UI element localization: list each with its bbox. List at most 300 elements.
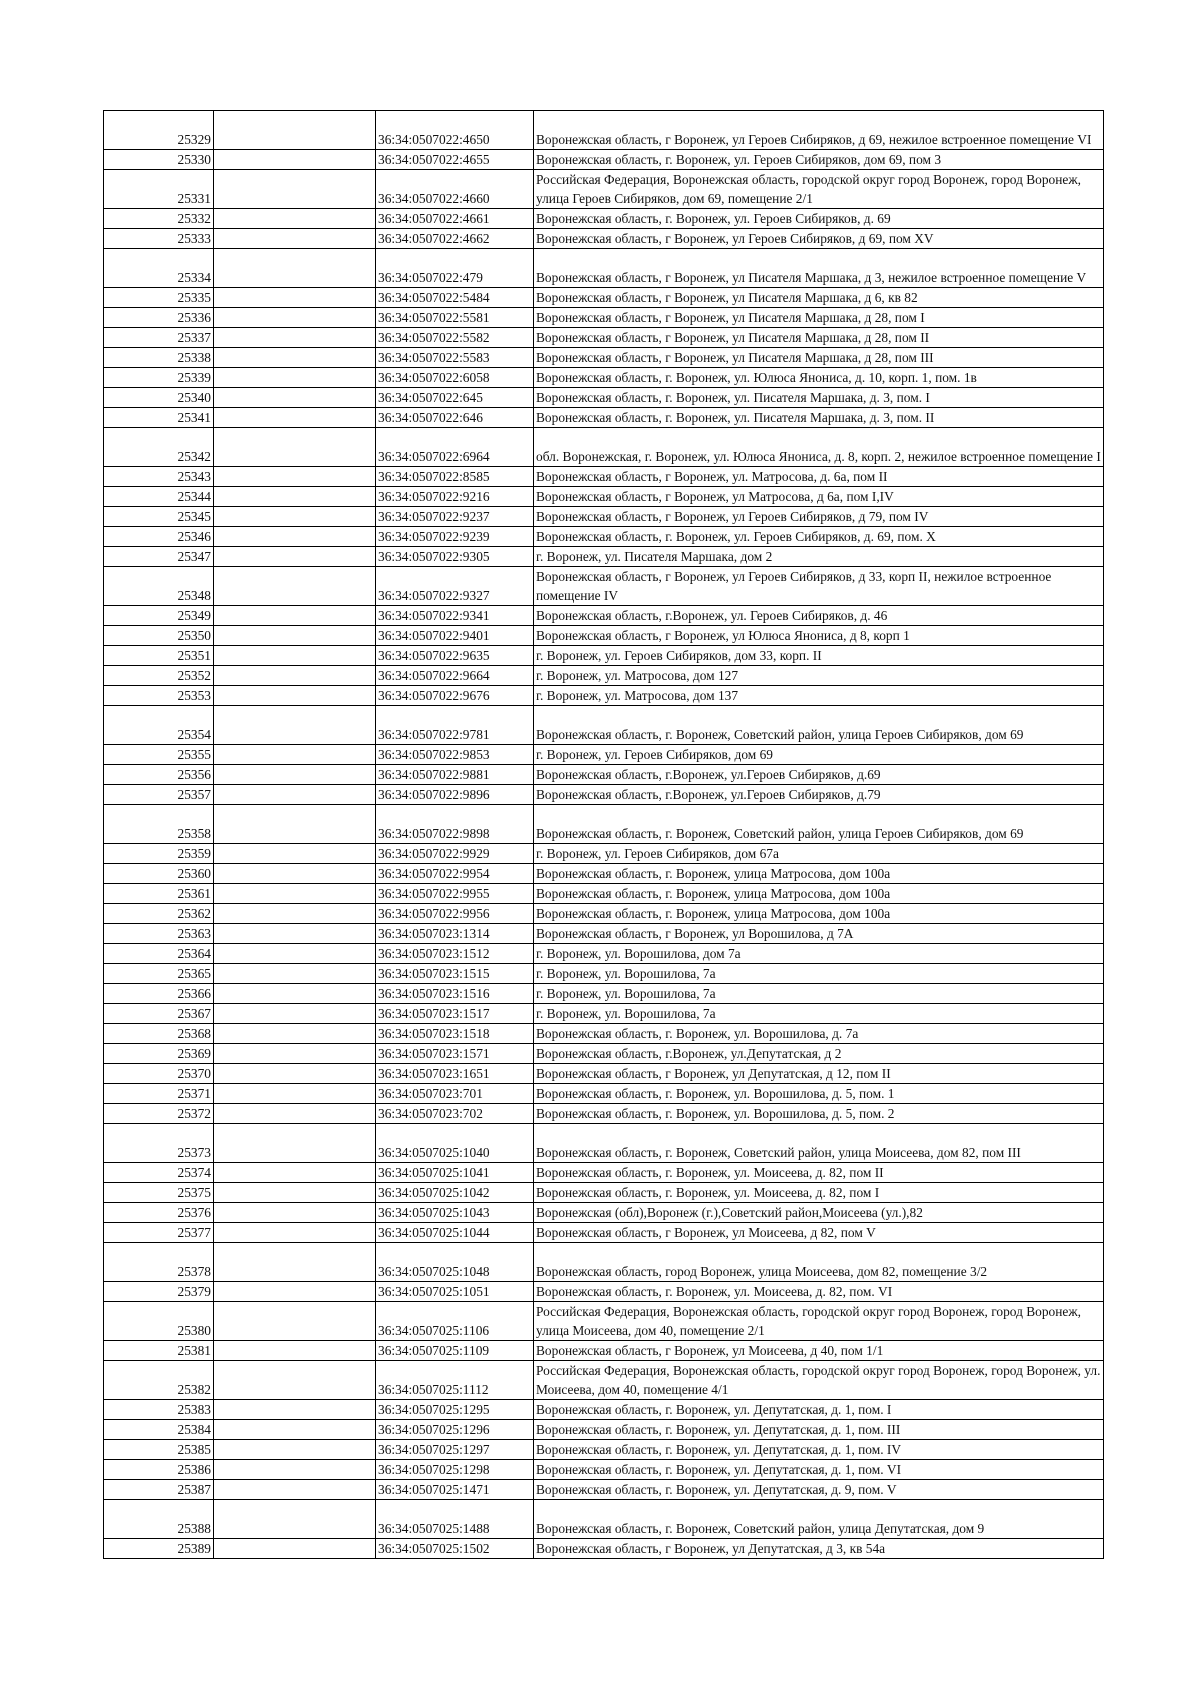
empty-cell [214,111,376,150]
row-number-cell: 25330 [104,150,214,170]
row-number-cell: 25387 [104,1480,214,1500]
cadastral-number-cell: 36:34:0507022:8585 [376,467,534,487]
table-row [104,666,1104,686]
empty-cell [214,209,376,229]
row-number-cell: 25335 [104,288,214,308]
row-number-cell: 25372 [104,1104,214,1124]
cadastral-number-cell: 36:34:0507022:646 [376,408,534,428]
address-cell: Воронежская область, г. Воронеж, ул. Героев Сибиряков, д. 69 [534,209,1104,229]
address-cell: Воронежская область, г. Воронеж, Советский район, улица Моисеева, дом 82, пом III [534,1124,1104,1163]
row-number-cell: 25354 [104,706,214,745]
row-number-cell: 25380 [104,1302,214,1341]
empty-cell [214,1440,376,1460]
cadastral-number-cell: 36:34:0507022:9401 [376,626,534,646]
table-row [104,368,1104,388]
empty-cell [214,1004,376,1024]
table-row [104,1084,1104,1104]
row-number-cell: 25345 [104,507,214,527]
empty-cell [214,328,376,348]
address-cell: Российская Федерация, Воронежская область, городской округ город Воронеж, город Воронеж, улица Героев Сибиряков, дом 69, помещение 2/1 [534,170,1104,209]
cadastral-number-cell: 36:34:0507025:1298 [376,1460,534,1480]
empty-cell [214,1341,376,1361]
address-cell: Воронежская область, г Воронеж, ул Героев Сибиряков, д 79, пом IV [534,507,1104,527]
empty-cell [214,666,376,686]
table-row [104,209,1104,229]
table-row [104,944,1104,964]
empty-cell [214,626,376,646]
empty-cell [214,368,376,388]
row-number-cell: 25384 [104,1420,214,1440]
address-cell: Воронежская область, г. Воронеж, ул. Героев Сибиряков, дом 69, пом 3 [534,150,1104,170]
table-row [104,111,1104,150]
row-number-cell: 25386 [104,1460,214,1480]
empty-cell [214,1084,376,1104]
row-number-cell: 25350 [104,626,214,646]
cadastral-number-cell: 36:34:0507022:5583 [376,348,534,368]
cadastral-number-cell: 36:34:0507022:9853 [376,745,534,765]
cadastral-number-cell: 36:34:0507022:9896 [376,785,534,805]
row-number-cell: 25358 [104,805,214,844]
row-number-cell: 25388 [104,1500,214,1539]
address-cell: Воронежская область, г. Воронеж, ул. Депутатская, д. 1, пом. IV [534,1440,1104,1460]
row-number-cell: 25378 [104,1243,214,1282]
table-row [104,288,1104,308]
row-number-cell: 25363 [104,924,214,944]
table-row [104,1163,1104,1183]
address-cell: Воронежская область, г Воронеж, ул. Матросова, д. 6а, пом II [534,467,1104,487]
empty-cell [214,567,376,606]
cadastral-number-cell: 36:34:0507022:9898 [376,805,534,844]
cadastral-number-cell: 36:34:0507025:1297 [376,1440,534,1460]
table-row [104,170,1104,209]
table-row [104,884,1104,904]
address-cell: Воронежская область, г. Воронеж, ул. Героев Сибиряков, д. 69, пом. X [534,527,1104,547]
row-number-cell: 25338 [104,348,214,368]
empty-cell [214,348,376,368]
address-cell: Воронежская область, г Воронеж, ул Матросова, д 6а, пом I,IV [534,487,1104,507]
table-row [104,527,1104,547]
address-cell: Воронежская область, г. Воронеж, улица Матросова, дом 100а [534,904,1104,924]
table-row [104,348,1104,368]
table-body [104,111,1104,1559]
empty-cell [214,1400,376,1420]
empty-cell [214,785,376,805]
address-cell: Воронежская (обл),Воронеж (г.),Советский район,Моисеева (ул.),82 [534,1203,1104,1223]
address-cell: г. Воронеж, ул. Ворошилова, дом 7а [534,944,1104,964]
cadastral-number-cell: 36:34:0507022:9955 [376,884,534,904]
cadastral-number-cell: 36:34:0507025:1109 [376,1341,534,1361]
address-cell: Воронежская область, г. Воронеж, улица Матросова, дом 100а [534,884,1104,904]
address-cell: Воронежская область, г. Воронеж, ул. Ворошилова, д. 7а [534,1024,1104,1044]
address-cell: Воронежская область, г Воронеж, ул Писателя Маршака, д 28, пом I [534,308,1104,328]
table-row [104,686,1104,706]
cadastral-number-cell: 36:34:0507022:9954 [376,864,534,884]
cadastral-number-cell: 36:34:0507022:9237 [376,507,534,527]
address-cell: г. Воронеж, ул. Героев Сибиряков, дом 67а [534,844,1104,864]
empty-cell [214,1500,376,1539]
address-cell: Воронежская область, г Воронеж, ул Писателя Маршака, д 3, нежилое встроенное помещение V [534,249,1104,288]
row-number-cell: 25377 [104,1223,214,1243]
address-cell: Воронежская область, г Воронеж, ул Героев Сибиряков, д 33, корп II, нежилое встроенное помещение IV [534,567,1104,606]
cadastral-number-cell: 36:34:0507022:9341 [376,606,534,626]
cadastral-number-cell: 36:34:0507022:5582 [376,328,534,348]
cadastral-number-cell: 36:34:0507023:1571 [376,1044,534,1064]
cadastral-number-cell: 36:34:0507022:9881 [376,765,534,785]
row-number-cell: 25362 [104,904,214,924]
table-row [104,1223,1104,1243]
cadastral-number-cell: 36:34:0507023:702 [376,1104,534,1124]
row-number-cell: 25356 [104,765,214,785]
table-row [104,1480,1104,1500]
cadastral-number-cell: 36:34:0507022:4661 [376,209,534,229]
row-number-cell: 25331 [104,170,214,209]
cadastral-number-cell: 36:34:0507025:1043 [376,1203,534,1223]
row-number-cell: 25352 [104,666,214,686]
empty-cell [214,646,376,666]
address-cell: Воронежская область, г. Воронеж, Советский район, улица Депутатская, дом 9 [534,1500,1104,1539]
table-row [104,567,1104,606]
row-number-cell: 25373 [104,1124,214,1163]
cadastral-number-cell: 36:34:0507022:9929 [376,844,534,864]
empty-cell [214,1044,376,1064]
empty-cell [214,1064,376,1084]
row-number-cell: 25366 [104,984,214,1004]
cadastral-number-cell: 36:34:0507025:1044 [376,1223,534,1243]
cadastral-number-cell: 36:34:0507025:1502 [376,1539,534,1559]
row-number-cell: 25379 [104,1282,214,1302]
address-cell: г. Воронеж, ул. Матросова, дом 127 [534,666,1104,686]
table-row [104,229,1104,249]
row-number-cell: 25376 [104,1203,214,1223]
empty-cell [214,844,376,864]
empty-cell [214,1024,376,1044]
address-cell: Воронежская область, г Воронеж, ул Депутатская, д 12, пом II [534,1064,1104,1084]
row-number-cell: 25365 [104,964,214,984]
address-cell: Воронежская область, г. Воронеж, ул. Депутатская, д. 1, пом. I [534,1400,1104,1420]
empty-cell [214,765,376,785]
cadastral-number-cell: 36:34:0507022:9664 [376,666,534,686]
empty-cell [214,1243,376,1282]
table-row [104,388,1104,408]
address-cell: Воронежская область, г. Воронеж, ул. Писателя Маршака, д. 3, пом. I [534,388,1104,408]
address-cell: Воронежская область, г Воронеж, ул Героев Сибиряков, д 69, пом XV [534,229,1104,249]
cadastral-number-cell: 36:34:0507022:9781 [376,706,534,745]
table-row [104,1183,1104,1203]
empty-cell [214,706,376,745]
row-number-cell: 25334 [104,249,214,288]
empty-cell [214,1361,376,1400]
empty-cell [214,944,376,964]
cadastral-number-cell: 36:34:0507023:1517 [376,1004,534,1024]
empty-cell [214,745,376,765]
table-row [104,765,1104,785]
row-number-cell: 25357 [104,785,214,805]
address-cell: Российская Федерация, Воронежская область, городской округ город Воронеж, город Воронеж, ул. Моисеева, дом 40, помещение 4/1 [534,1361,1104,1400]
empty-cell [214,606,376,626]
empty-cell [214,1104,376,1124]
cadastral-registry-table [103,110,1104,1559]
empty-cell [214,170,376,209]
cadastral-number-cell: 36:34:0507025:1112 [376,1361,534,1400]
empty-cell [214,984,376,1004]
address-cell: Воронежская область, г Воронеж, ул Писателя Маршака, д 28, пом II [534,328,1104,348]
table-row [104,408,1104,428]
row-number-cell: 25342 [104,428,214,467]
row-number-cell: 25381 [104,1341,214,1361]
row-number-cell: 25361 [104,884,214,904]
table-row [104,547,1104,567]
empty-cell [214,249,376,288]
table-row [104,1044,1104,1064]
address-cell: Воронежская область, г. Воронеж, ул. Депутатская, д. 1, пом. VI [534,1460,1104,1480]
table-row [104,706,1104,745]
row-number-cell: 25348 [104,567,214,606]
table-row [104,1400,1104,1420]
empty-cell [214,1203,376,1223]
row-number-cell: 25370 [104,1064,214,1084]
cadastral-number-cell: 36:34:0507022:5581 [376,308,534,328]
empty-cell [214,1420,376,1440]
table-row [104,984,1104,1004]
table-row [104,785,1104,805]
cadastral-number-cell: 36:34:0507023:1651 [376,1064,534,1084]
address-cell: Воронежская область, г. Воронеж, Советский район, улица Героев Сибиряков, дом 69 [534,805,1104,844]
row-number-cell: 25368 [104,1024,214,1044]
table-row [104,150,1104,170]
cadastral-number-cell: 36:34:0507022:9635 [376,646,534,666]
empty-cell [214,686,376,706]
address-cell: Воронежская область, г.Воронеж, ул.Героев Сибиряков, д.69 [534,765,1104,785]
empty-cell [214,229,376,249]
address-cell: г. Воронеж, ул. Героев Сибиряков, дом 69 [534,745,1104,765]
cadastral-number-cell: 36:34:0507023:1516 [376,984,534,1004]
row-number-cell: 25347 [104,547,214,567]
cadastral-number-cell: 36:34:0507022:5484 [376,288,534,308]
cadastral-number-cell: 36:34:0507022:645 [376,388,534,408]
empty-cell [214,308,376,328]
address-cell: Воронежская область, г Воронеж, ул Моисеева, д 40, пом 1/1 [534,1341,1104,1361]
address-cell: Воронежская область, г Воронеж, ул Юлюса Янониса, д 8, корп 1 [534,626,1104,646]
address-cell: обл. Воронежская, г. Воронеж, ул. Юлюса Янониса, д. 8, корп. 2, нежилое встроенное помещение I [534,428,1104,467]
cadastral-number-cell: 36:34:0507022:9327 [376,567,534,606]
table-row [104,1064,1104,1084]
table-row [104,1203,1104,1223]
table-row [104,249,1104,288]
table-row [104,1460,1104,1480]
row-number-cell: 25389 [104,1539,214,1559]
table-row [104,1243,1104,1282]
table-row [104,428,1104,467]
empty-cell [214,527,376,547]
row-number-cell: 25344 [104,487,214,507]
address-cell: г. Воронеж, ул. Героев Сибиряков, дом 33, корп. II [534,646,1104,666]
table-row [104,1539,1104,1559]
table-row [104,626,1104,646]
row-number-cell: 25329 [104,111,214,150]
row-number-cell: 25341 [104,408,214,428]
cadastral-number-cell: 36:34:0507022:4660 [376,170,534,209]
empty-cell [214,864,376,884]
cadastral-number-cell: 36:34:0507022:9239 [376,527,534,547]
address-cell: г. Воронеж, ул. Писателя Маршака, дом 2 [534,547,1104,567]
cadastral-number-cell: 36:34:0507022:6058 [376,368,534,388]
cadastral-number-cell: 36:34:0507022:9676 [376,686,534,706]
row-number-cell: 25343 [104,467,214,487]
empty-cell [214,805,376,844]
empty-cell [214,924,376,944]
address-cell: г. Воронеж, ул. Ворошилова, 7а [534,984,1104,1004]
row-number-cell: 25364 [104,944,214,964]
row-number-cell: 25333 [104,229,214,249]
empty-cell [214,507,376,527]
address-cell: Воронежская область, г.Воронеж, ул.Депутатская, д 2 [534,1044,1104,1064]
cadastral-number-cell: 36:34:0507022:9305 [376,547,534,567]
cadastral-number-cell: 36:34:0507022:479 [376,249,534,288]
empty-cell [214,1302,376,1341]
empty-cell [214,1480,376,1500]
row-number-cell: 25385 [104,1440,214,1460]
cadastral-number-cell: 36:34:0507022:4655 [376,150,534,170]
address-cell: Воронежская область, г Воронеж, ул Героев Сибиряков, д 69, нежилое встроенное помещение VI [534,111,1104,150]
address-cell: Воронежская область, г. Воронеж, ул. Моисеева, д. 82, пом I [534,1183,1104,1203]
row-number-cell: 25336 [104,308,214,328]
cadastral-number-cell: 36:34:0507023:1314 [376,924,534,944]
empty-cell [214,964,376,984]
table-row [104,1341,1104,1361]
table-row [104,1024,1104,1044]
address-cell: Воронежская область, г Воронеж, ул Писателя Маршака, д 6, кв 82 [534,288,1104,308]
cadastral-number-cell: 36:34:0507023:1515 [376,964,534,984]
empty-cell [214,1460,376,1480]
empty-cell [214,388,376,408]
table-row [104,844,1104,864]
row-number-cell: 25382 [104,1361,214,1400]
address-cell: Воронежская область, г Воронеж, ул Депутатская, д 3, кв 54а [534,1539,1104,1559]
table-row [104,487,1104,507]
cadastral-number-cell: 36:34:0507022:4650 [376,111,534,150]
address-cell: г. Воронеж, ул. Ворошилова, 7а [534,964,1104,984]
empty-cell [214,150,376,170]
cadastral-number-cell: 36:34:0507025:1051 [376,1282,534,1302]
row-number-cell: 25340 [104,388,214,408]
empty-cell [214,288,376,308]
row-number-cell: 25367 [104,1004,214,1024]
empty-cell [214,467,376,487]
table-row [104,1004,1104,1024]
empty-cell [214,1183,376,1203]
table-row [104,1361,1104,1400]
row-number-cell: 25337 [104,328,214,348]
table-row [104,467,1104,487]
cadastral-number-cell: 36:34:0507025:1296 [376,1420,534,1440]
address-cell: Воронежская область, г Воронеж, ул Моисеева, д 82, пом V [534,1223,1104,1243]
address-cell: г. Воронеж, ул. Ворошилова, 7а [534,1004,1104,1024]
row-number-cell: 25369 [104,1044,214,1064]
address-cell: Воронежская область, г Воронеж, ул Ворошилова, д 7А [534,924,1104,944]
cadastral-number-cell: 36:34:0507025:1040 [376,1124,534,1163]
row-number-cell: 25360 [104,864,214,884]
table-row [104,646,1104,666]
address-cell: Воронежская область, г. Воронеж, ул. Юлюса Янониса, д. 10, корп. 1, пом. 1в [534,368,1104,388]
table-row [104,328,1104,348]
empty-cell [214,428,376,467]
address-cell: Воронежская область, г. Воронеж, ул. Ворошилова, д. 5, пом. 1 [534,1084,1104,1104]
cadastral-number-cell: 36:34:0507025:1295 [376,1400,534,1420]
row-number-cell: 25351 [104,646,214,666]
table-row [104,1500,1104,1539]
table-row [104,1104,1104,1124]
row-number-cell: 25355 [104,745,214,765]
address-cell: Воронежская область, г Воронеж, ул Писателя Маршака, д 28, пом III [534,348,1104,368]
cadastral-number-cell: 36:34:0507023:1518 [376,1024,534,1044]
empty-cell [214,1163,376,1183]
table-row [104,1420,1104,1440]
address-cell: Российская Федерация, Воронежская область, городской округ город Воронеж, город Воронеж, улица Моисеева, дом 40, помещение 2/1 [534,1302,1104,1341]
empty-cell [214,1282,376,1302]
table-row [104,1282,1104,1302]
table-row [104,924,1104,944]
cadastral-number-cell: 36:34:0507022:9216 [376,487,534,507]
empty-cell [214,487,376,507]
empty-cell [214,547,376,567]
table-row [104,1440,1104,1460]
address-cell: Воронежская область, г. Воронеж, ул. Моисеева, д. 82, пом II [534,1163,1104,1183]
table-row [104,864,1104,884]
cadastral-number-cell: 36:34:0507025:1048 [376,1243,534,1282]
table-row [104,606,1104,626]
address-cell: Воронежская область, г.Воронеж, ул. Героев Сибиряков, д. 46 [534,606,1104,626]
row-number-cell: 25375 [104,1183,214,1203]
table-row [104,507,1104,527]
cadastral-number-cell: 36:34:0507023:701 [376,1084,534,1104]
cadastral-number-cell: 36:34:0507022:4662 [376,229,534,249]
empty-cell [214,884,376,904]
cadastral-number-cell: 36:34:0507022:6964 [376,428,534,467]
row-number-cell: 25383 [104,1400,214,1420]
empty-cell [214,1539,376,1559]
address-cell: Воронежская область, г. Воронеж, ул. Ворошилова, д. 5, пом. 2 [534,1104,1104,1124]
cadastral-number-cell: 36:34:0507025:1042 [376,1183,534,1203]
empty-cell [214,1124,376,1163]
row-number-cell: 25332 [104,209,214,229]
address-cell: Воронежская область, г. Воронеж, ул. Депутатская, д. 1, пом. III [534,1420,1104,1440]
cadastral-number-cell: 36:34:0507022:9956 [376,904,534,924]
address-cell: г. Воронеж, ул. Матросова, дом 137 [534,686,1104,706]
table-row [104,1124,1104,1163]
table-row [104,745,1104,765]
address-cell: Воронежская область, г. Воронеж, Советский район, улица Героев Сибиряков, дом 69 [534,706,1104,745]
row-number-cell: 25371 [104,1084,214,1104]
row-number-cell: 25353 [104,686,214,706]
address-cell: Воронежская область, г. Воронеж, улица Матросова, дом 100а [534,864,1104,884]
row-number-cell: 25374 [104,1163,214,1183]
address-cell: Воронежская область, г. Воронеж, ул. Депутатская, д. 9, пом. V [534,1480,1104,1500]
row-number-cell: 25349 [104,606,214,626]
cadastral-number-cell: 36:34:0507023:1512 [376,944,534,964]
row-number-cell: 25359 [104,844,214,864]
cadastral-number-cell: 36:34:0507025:1106 [376,1302,534,1341]
cadastral-number-cell: 36:34:0507025:1488 [376,1500,534,1539]
row-number-cell: 25339 [104,368,214,388]
table-row [104,1302,1104,1341]
address-cell: Воронежская область, г. Воронеж, ул. Писателя Маршака, д. 3, пом. II [534,408,1104,428]
empty-cell [214,1223,376,1243]
cadastral-number-cell: 36:34:0507025:1041 [376,1163,534,1183]
address-cell: Воронежская область, город Воронеж, улица Моисеева, дом 82, помещение 3/2 [534,1243,1104,1282]
table-row [104,805,1104,844]
row-number-cell: 25346 [104,527,214,547]
address-cell: Воронежская область, г.Воронеж, ул.Героев Сибиряков, д.79 [534,785,1104,805]
